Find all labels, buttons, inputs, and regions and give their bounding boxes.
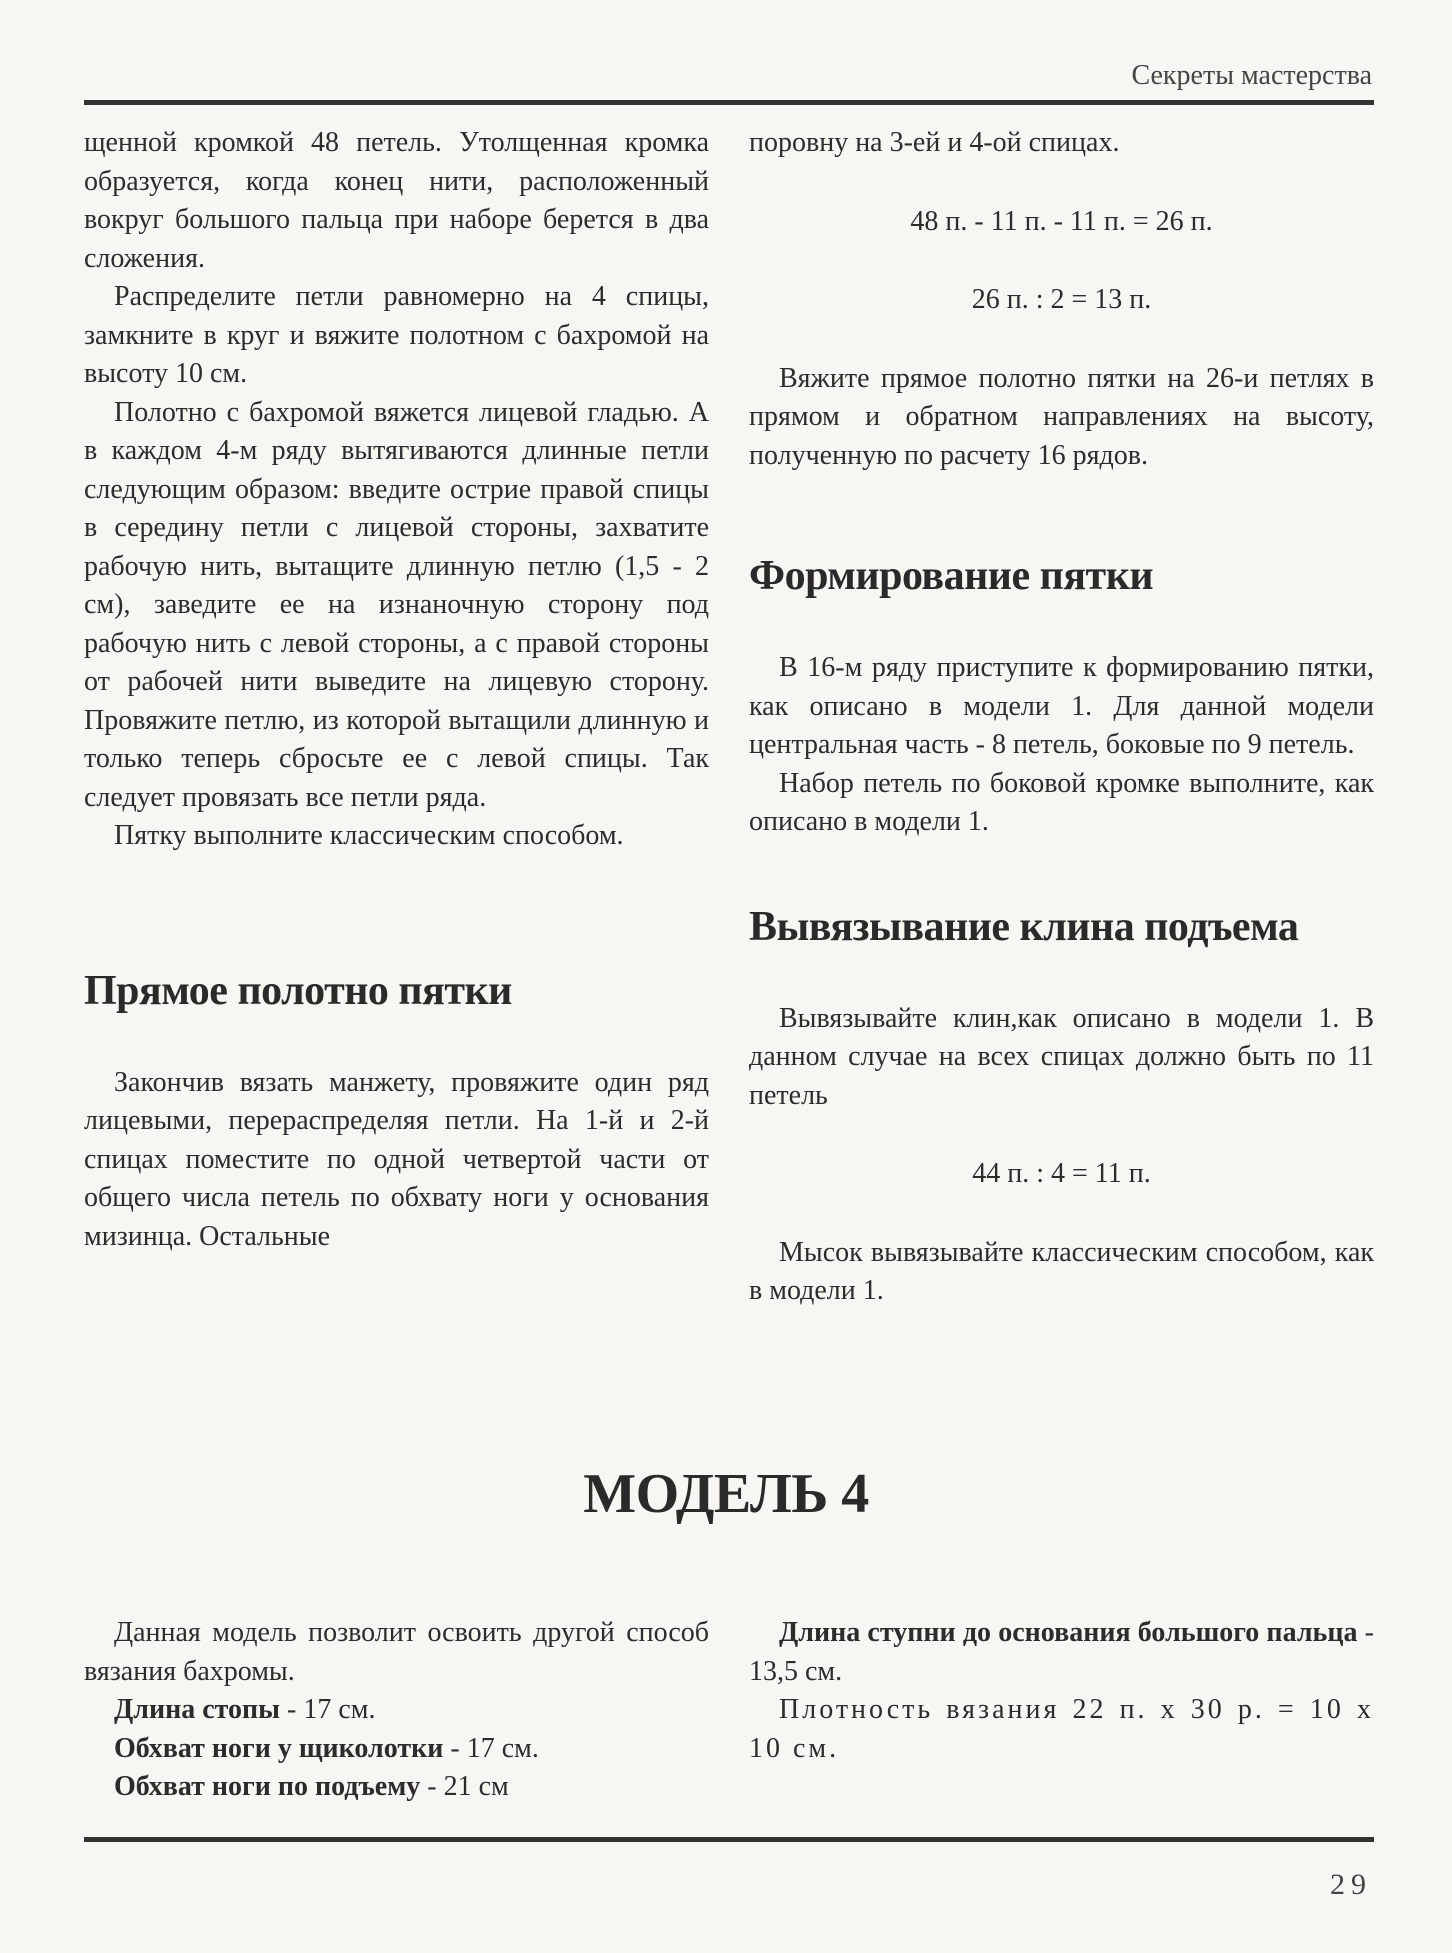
right-paragraph-2: Вяжите прямое полотно пятки на 26-и петлях в прямом и обратном направлениях на высоту, полученную по расчету 16 рядов. <box>749 362 1374 471</box>
left-paragraph-3: Полотно с бахромой вяжется лицевой гладью. А в каждом 4-м ряду вытягиваются длинные петли следующим образом: введите острие правой спицы в середину петли с лицевой стороны, захватите рабочую нить, вытащите длинную петлю (1,5 - 2 см), заведите ее на изнаночную сторону под рабочую нить с левой стороны, а с правой стороны от рабочей нити выведите на лицевую сторону. Провяжите петлю, из которой вытащили длинную и только теперь сбросьте ее с левой спицы. Так следует провязать все петли ряда. <box>84 396 709 813</box>
page-number: 29 <box>1330 1868 1372 1901</box>
param-foot-length-label: Длина стопы <box>114 1694 281 1725</box>
formula-3: 44 п. : 4 = 11 п. <box>972 1158 1151 1189</box>
top-rule <box>84 100 1374 105</box>
left-paragraph-2: Распределите петли равномерно на 4 спицы, замкните в круг и вяжите полотном с бахромой на высоту 10 см. <box>84 281 709 389</box>
left-column <box>84 124 709 1256</box>
left-paragraph-5: Закончив вязать манжету, провяжите один ряд лицевыми, перераспределяя петли. На 1-й и 2-й спицах поместите по одной четвертой части от общего числа петель по обхвату ноги у основания мизинца. Остальные <box>84 1066 709 1252</box>
running-head: Секреты мастерства <box>1131 60 1372 91</box>
param-instep-label: Обхват ноги по подъему <box>114 1771 421 1802</box>
right-paragraph-5: Вывязывайте клин,как описано в модели 1. В данном случае на всех спицах должно быть по 11 петель <box>749 1002 1374 1111</box>
formula-1: 48 п. - 11 п. - 11 п. = 26 п. <box>910 205 1213 237</box>
right-paragraph-1: поровну на 3-ей и 4-ой спицах. <box>749 127 1120 158</box>
param-ankle <box>84 1730 709 1769</box>
bottom-rule <box>84 1837 1374 1842</box>
left-paragraph-4: Пятку выполните классическим способом. <box>114 820 624 851</box>
right-paragraph-3: В 16-м ряду приступите к формированию пятки, как описано в модели 1. Для данной модели центральная часть - 8 петель, боковые по 9 петель. <box>749 652 1374 760</box>
param-foot-length-value: - 17 см. <box>280 1694 376 1725</box>
model-right-column <box>749 1614 1374 1768</box>
right-column <box>749 124 1374 1311</box>
param-instep-value: - 21 см <box>420 1771 509 1802</box>
param-toe-length-value: - 13,5 см. <box>749 1617 1374 1687</box>
param-density: Плотность вязания 22 п. х 30 р. = 10 х 10 см. <box>749 1694 1374 1764</box>
heading-heel-shaping: Формирование пятки <box>749 553 1154 599</box>
heading-straight-heel: Прямое полотно пятки <box>84 967 512 1014</box>
param-ankle-value: - 17 см. <box>443 1732 539 1764</box>
model-intro: Данная модель позволит освоить другой способ вязания бахромы. <box>84 1617 709 1687</box>
param-foot-length <box>84 1691 709 1730</box>
param-toe-length-label: Длина ступни до основания большого пальца <box>779 1617 1358 1648</box>
model-left-column <box>84 1614 709 1807</box>
param-ankle-label: Обхват ноги у щиколотки <box>114 1732 444 1764</box>
heading-instep-gusset: Вывязывание клина подъема <box>749 903 1299 950</box>
left-paragraph-1: щенной кромкой 48 петель. Утолщенная кромка образуется, когда конец нити, расположенный вокруг большого пальца при наборе берется в два сложения. <box>84 127 709 274</box>
formula-2: 26 п. : 2 = 13 п. <box>971 284 1152 315</box>
right-paragraph-4: Набор петель по боковой кромке выполните, как описано в модели 1. <box>749 767 1374 837</box>
param-toe-length <box>749 1614 1374 1691</box>
model-title: МОДЕЛЬ 4 <box>583 1463 869 1525</box>
param-instep <box>84 1768 709 1807</box>
right-paragraph-6: Мысок вывязывайте классическим способом, как в модели 1. <box>749 1236 1374 1306</box>
